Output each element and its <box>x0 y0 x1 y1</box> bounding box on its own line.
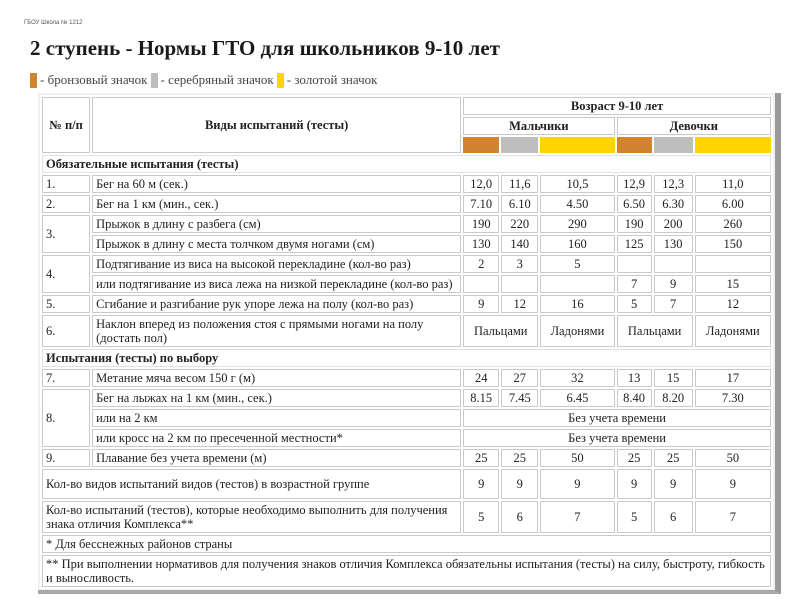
section-title: Испытания (тесты) по выбору <box>42 349 771 367</box>
test-name: Подтягивание из виса на высокой перекладине (кол-во раз) <box>92 255 461 273</box>
norm-value: 27 <box>501 369 538 387</box>
norm-value: 50 <box>695 449 771 467</box>
silver-swatch <box>151 73 158 88</box>
norm-value: 12,3 <box>654 175 693 193</box>
table-row <box>42 389 771 407</box>
norm-value: 4.50 <box>540 195 614 213</box>
page-title: 2 ступень - Нормы ГТО для школьников 9-10 лет <box>30 36 500 60</box>
norm-value: 7 <box>654 295 693 313</box>
summary-value: 7 <box>540 501 614 533</box>
norm-value: 190 <box>463 215 499 233</box>
norm-value: 220 <box>501 215 538 233</box>
summary-value: 9 <box>617 469 652 499</box>
test-name: Метание мяча весом 150 г (м) <box>92 369 461 387</box>
test-name: или на 2 км <box>92 409 461 427</box>
summary-value: 7 <box>695 501 771 533</box>
norm-value: 7.10 <box>463 195 499 213</box>
norm-value: 5 <box>540 255 614 273</box>
norm-value: Без учета времени <box>463 429 771 447</box>
test-name: Бег на 60 м (сек.) <box>92 175 461 193</box>
legend-silver-label: - серебряный значок <box>160 72 274 87</box>
norm-value: 2 <box>463 255 499 273</box>
norm-value: 24 <box>463 369 499 387</box>
norm-value: 8.15 <box>463 389 499 407</box>
test-name: Прыжок в длину с разбега (см) <box>92 215 461 233</box>
norm-value: 200 <box>654 215 693 233</box>
row-number: 5. <box>42 295 90 313</box>
norm-value: 6.50 <box>617 195 652 213</box>
summary-value: 9 <box>695 469 771 499</box>
test-name: Наклон вперед из положения стоя с прямыми ногами на полу (достать пол) <box>92 315 461 347</box>
summary-value: 6 <box>501 501 538 533</box>
row-number: 8. <box>42 389 90 447</box>
norm-value: 190 <box>617 215 652 233</box>
norm-value: 9 <box>654 275 693 293</box>
section-title: Обязательные испытания (тесты) <box>42 155 771 173</box>
norm-value: 8.20 <box>654 389 693 407</box>
test-name: Бег на лыжах на 1 км (мин., сек.) <box>92 389 461 407</box>
table-row <box>42 215 771 233</box>
badge-legend <box>30 72 380 88</box>
legend-gold-label: - золотой значок <box>286 72 378 87</box>
table-row <box>42 295 771 313</box>
norm-value: 15 <box>654 369 693 387</box>
norm-value: 13 <box>617 369 652 387</box>
table-row <box>42 315 771 347</box>
norm-value: 9 <box>463 295 499 313</box>
norm-value: 12 <box>695 295 771 313</box>
footnote-row <box>42 535 771 553</box>
header-age: Возраст 9-10 лет <box>463 97 771 115</box>
test-name: Бег на 1 км (мин., сек.) <box>92 195 461 213</box>
norm-value: 32 <box>540 369 614 387</box>
table-row <box>42 255 771 273</box>
summary-value: 9 <box>463 469 499 499</box>
school-name: ГБОУ Школа № 1212 <box>24 20 83 26</box>
summary-label: Кол-во испытаний (тестов), которые необходимо выполнить для получения знака отличия Комплекса** <box>42 501 461 533</box>
summary-value: 5 <box>463 501 499 533</box>
norm-value: 130 <box>654 235 693 253</box>
section-row <box>42 349 771 367</box>
norm-value: 6.00 <box>695 195 771 213</box>
norm-value: Ладонями <box>695 315 771 347</box>
row-number: 6. <box>42 315 90 347</box>
row-number: 2. <box>42 195 90 213</box>
norm-value: 160 <box>540 235 614 253</box>
norm-value: 12,9 <box>617 175 652 193</box>
norm-value: 17 <box>695 369 771 387</box>
table-row <box>42 235 771 253</box>
header-girls: Девочки <box>617 117 771 135</box>
summary-value: 9 <box>654 469 693 499</box>
test-name: или подтягивание из виса лежа на низкой перекладине (кол-во раз) <box>92 275 461 293</box>
norm-value <box>654 255 693 273</box>
summary-label: Кол-во видов испытаний видов (тестов) в возрастной группе <box>42 469 461 499</box>
norm-value: 7 <box>617 275 652 293</box>
norm-value: 3 <box>501 255 538 273</box>
table-row <box>42 409 771 427</box>
row-number: 9. <box>42 449 90 467</box>
test-name: Плавание без учета времени (м) <box>92 449 461 467</box>
norm-value: Без учета времени <box>463 409 771 427</box>
norm-value: 25 <box>617 449 652 467</box>
norm-value: 12 <box>501 295 538 313</box>
norm-value: 25 <box>501 449 538 467</box>
legend-bronze-label: - бронзовый значок <box>40 72 148 87</box>
row-number: 7. <box>42 369 90 387</box>
girls-silver-swatch <box>654 137 693 153</box>
norm-value: 6.30 <box>654 195 693 213</box>
row-number: 3. <box>42 215 90 253</box>
bronze-swatch <box>30 73 37 88</box>
summary-value: 5 <box>617 501 652 533</box>
table-row <box>42 275 771 293</box>
norm-value: 125 <box>617 235 652 253</box>
norm-value: 6.10 <box>501 195 538 213</box>
gto-norms-table <box>40 95 773 589</box>
row-number: 4. <box>42 255 90 293</box>
row-number: 1. <box>42 175 90 193</box>
norm-value: 8.40 <box>617 389 652 407</box>
norm-value <box>695 255 771 273</box>
norm-value: 15 <box>695 275 771 293</box>
summary-row <box>42 469 771 499</box>
table-row <box>42 175 771 193</box>
test-name: Прыжок в длину с места толчком двумя ногами (см) <box>92 235 461 253</box>
summary-value: 9 <box>501 469 538 499</box>
norm-value: 7.45 <box>501 389 538 407</box>
norm-value: 5 <box>617 295 652 313</box>
norm-value <box>617 255 652 273</box>
norm-value: 150 <box>695 235 771 253</box>
section-row <box>42 155 771 173</box>
norm-value: 10,5 <box>540 175 614 193</box>
summary-row <box>42 501 771 533</box>
norm-value: Пальцами <box>617 315 693 347</box>
norm-value: 130 <box>463 235 499 253</box>
norm-value: 12,0 <box>463 175 499 193</box>
girls-bronze-swatch <box>617 137 652 153</box>
norm-value: Пальцами <box>463 315 538 347</box>
test-name: или кросс на 2 км по пресеченной местности* <box>92 429 461 447</box>
test-name: Сгибание и разгибание рук упоре лежа на полу (кол-во раз) <box>92 295 461 313</box>
norm-value <box>540 275 614 293</box>
footnote: ** При выполнении нормативов для получения знаков отличия Комплекса обязательны испытания (тесты) на силу, быстроту, гибкость и выносливость. <box>42 555 771 587</box>
norm-value: 16 <box>540 295 614 313</box>
norm-value: 11,6 <box>501 175 538 193</box>
norm-value: 6.45 <box>540 389 614 407</box>
norm-value: 290 <box>540 215 614 233</box>
footnote-row <box>42 555 771 587</box>
norm-value: 50 <box>540 449 614 467</box>
summary-value: 6 <box>654 501 693 533</box>
norm-value: 7.30 <box>695 389 771 407</box>
table-row <box>42 429 771 447</box>
boys-bronze-swatch <box>463 137 499 153</box>
boys-gold-swatch <box>540 137 614 153</box>
boys-silver-swatch <box>501 137 538 153</box>
header-tests: Виды испытаний (тесты) <box>92 97 461 153</box>
norm-value: 11,0 <box>695 175 771 193</box>
norm-value: 140 <box>501 235 538 253</box>
header-boys: Мальчики <box>463 117 614 135</box>
norm-value: Ладонями <box>540 315 614 347</box>
norm-value: 260 <box>695 215 771 233</box>
table-row <box>42 449 771 467</box>
footnote: * Для бесснежных районов страны <box>42 535 771 553</box>
norm-value <box>501 275 538 293</box>
norm-value <box>463 275 499 293</box>
table-row <box>42 369 771 387</box>
summary-value: 9 <box>540 469 614 499</box>
table-row <box>42 195 771 213</box>
norm-value: 25 <box>654 449 693 467</box>
norm-value: 25 <box>463 449 499 467</box>
gold-swatch <box>277 73 284 88</box>
girls-gold-swatch <box>695 137 771 153</box>
header-num: № п/п <box>42 97 90 153</box>
